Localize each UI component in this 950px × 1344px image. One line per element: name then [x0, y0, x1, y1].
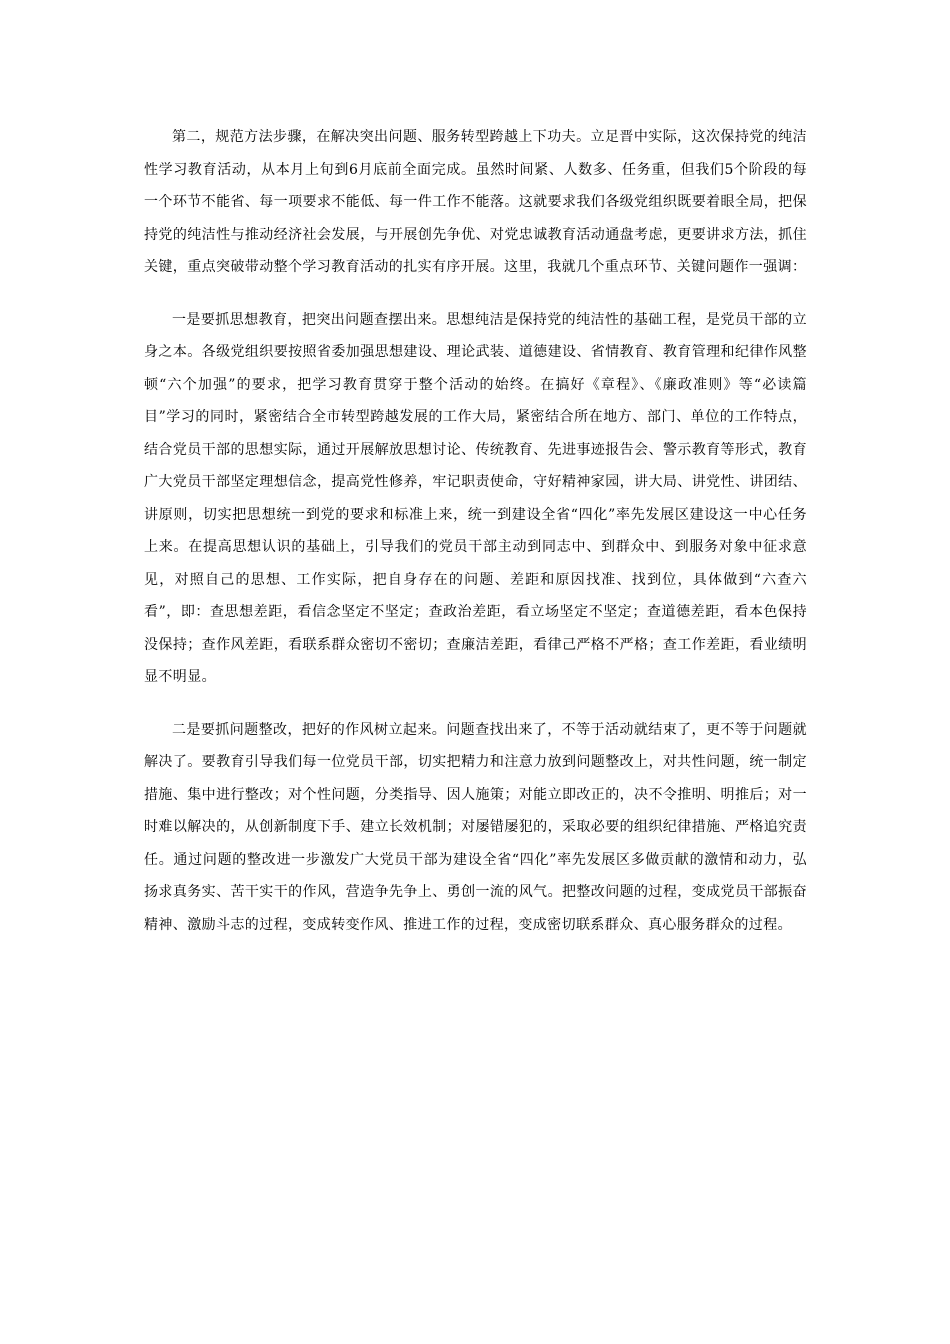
paragraph-standardize-methods: 第二，规范方法步骤，在解决突出问题、服务转型跨越上下功夫。立足晋中实际，这次保持党的纯洁性学习教育活动，从本月上旬到6月底前全面完成。虽然时间紧、人数多、任务重，但我们5个阶段的每一个环节不能省、每一项要求不能低、每一件工作不能落。这就要求我们各级党组织既要着眼全局，把保持党的纯洁性与推动经济社会发展，与开展创先争优、对党忠诚教育活动通盘考虑，更要讲求方法，抓住关键，重点突破带动整个学习教育活动的扎实有序开展。这里，我就几个重点环节、关键问题作一强调： [144, 129, 807, 275]
document-body [144, 121, 807, 941]
paragraph-ideological-education: 一是要抓思想教育，把突出问题查摆出来。思想纯洁是保持党的纯洁性的基础工程，是党员干部的立身之本。各级党组织要按照省委加强思想建设、理论武装、道德建设、省情教育、教育管理和纪律作风整顿“六个加强”的要求，把学习教育贯穿于整个活动的始终。在搞好《章程》、《廉政准则》等“必读篇目”学习的同时，紧密结合全市转型跨越发展的工作大局，紧密结合所在地方、部门、单位的工作特点，结合党员干部的思想实际，通过开展解放思想讨论、传统教育、先进事迹报告会、警示教育等形式，教育广大党员干部坚定理想信念，提高党性修养，牢记职责使命，守好精神家园，讲大局、讲党性、讲团结、讲原则，切实把思想统一到党的要求和标准上来，统一到建设全省“四化”率先发展区建设这一中心任务上来。在提高思想认识的基础上，引导我们的党员干部主动到同志中、到群众中、到服务对象中征求意见，对照自己的思想、工作实际，把自身存在的问题、差距和原因找准、找到位，具体做到“六查六看”，即：查思想差距，看信念坚定不坚定；查政治差距，看立场坚定不坚定；查道德差距，看本色保持没保持；查作风差距，看联系群众密切不密切；查廉洁差距，看律己严格不严格；查工作差距，看业绩明显不明显。 [144, 311, 807, 685]
paragraph-problem-rectification: 二是要抓问题整改，把好的作风树立起来。问题查找出来了，不等于活动就结束了，更不等于问题就解决了。要教育引导我们每一位党员干部，切实把精力和注意力放到问题整改上，对共性问题，统一制定措施、集中进行整改；对个性问题，分类指导、因人施策；对能立即改正的，决不令推明、明推后；对一时难以解决的，从创新制度下手、建立长效机制；对屡错屡犯的，采取必要的组织纪律措施、严格追究责任。通过问题的整改进一步激发广大党员干部为建设全省“四化”率先发展区多做贡献的激情和动力，弘扬求真务实、苦干实干的作风，营造争先争上、勇创一流的风气。把整改问题的过程，变成党员干部振奋精神、激励斗志的过程，变成转变作风、推进工作的过程，变成密切联系群众、真心服务群众的过程。 [144, 721, 807, 933]
